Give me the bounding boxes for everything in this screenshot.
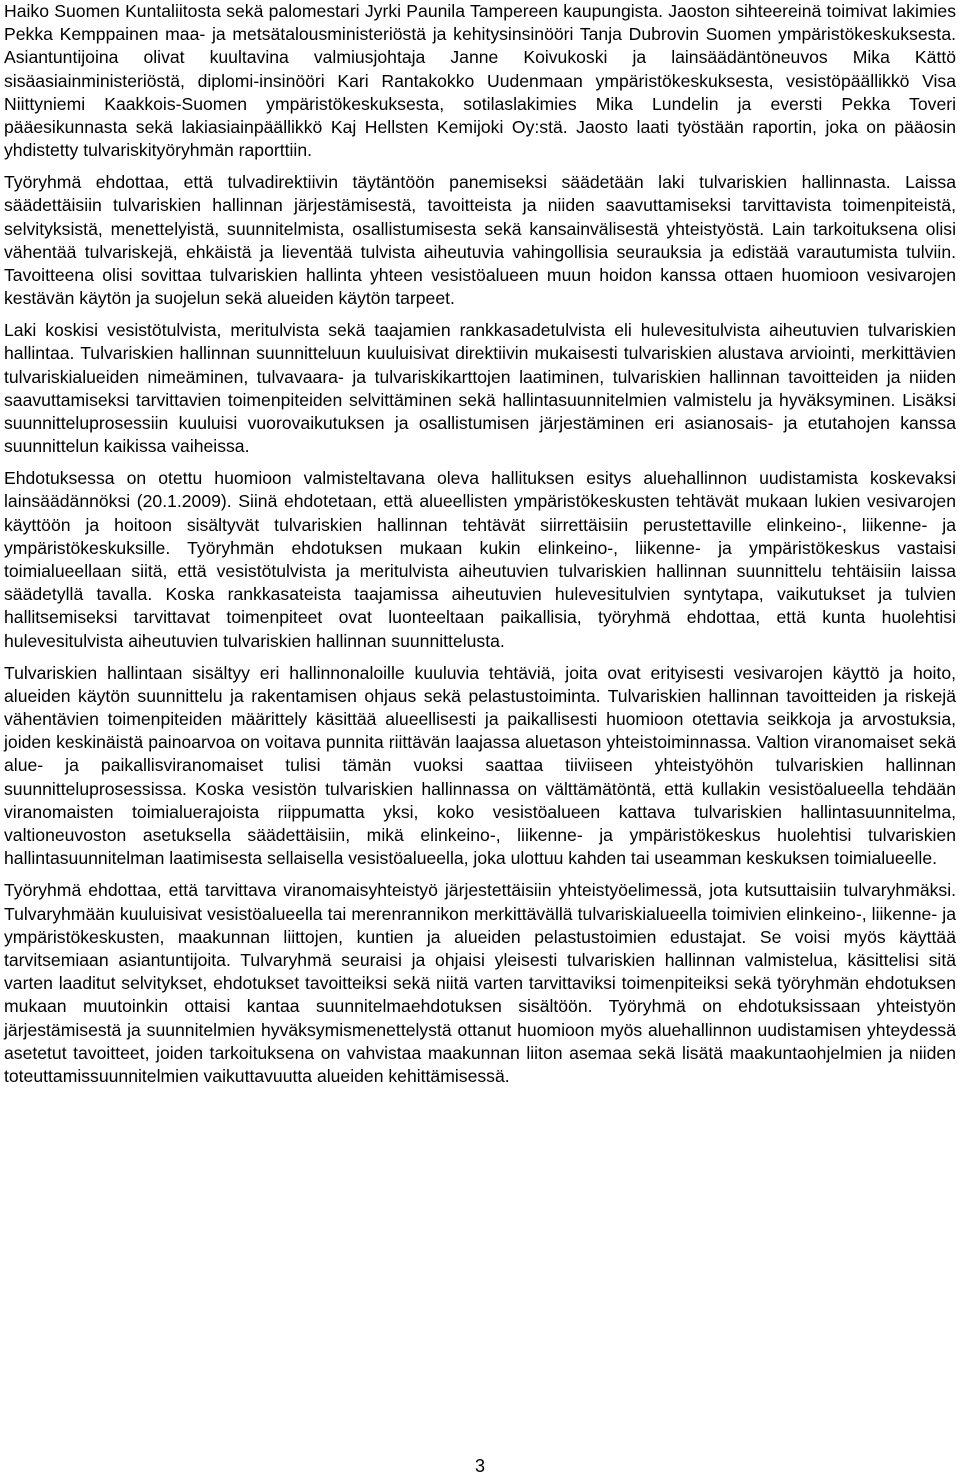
paragraph-lain-soveltamisala: Laki koskisi vesistötulvista, meritulvista sekä taajamien rankkasadetulvista eli hulevesitulvista aiheutuvien tulvariskien hallintaa. Tulvariskien hallinnan suunnitteluun kuuluisivat direktiivin mukaisesti tulvariskien alustava arviointi, merkittävien tulvariskialueiden nimeäminen, tulvavaara- ja tulvariskikarttojen laatiminen, tulvariskien hallinnan tavoitteiden ja niiden saavuttamiseksi tarvittavien toimenpiteiden selvittäminen sekä hallintasuunnitelmien valmistelu ja hyväksyminen. Lisäksi suunnitteluprosessiin kuuluisi vuorovaikutuksen ja osallistumisen järjestäminen eri asianosais- ja etutahojen kanssa suunnittelun kaikissa vaiheissa.	[4, 320, 956, 457]
paragraph-tulvaryhma: Työryhmä ehdottaa, että tarvittava viranomaisyhteistyö järjestettäisiin yhteistyöelimessä, jota kutsuttaisiin tulvaryhmäksi. Tulvaryhmään kuuluisivat vesistöalueella tai merenrannikon merkittävällä tulvariskialueella toimivien elinkeino-, liikenne- ja ympäristökeskusten, maakunnan liittojen, kuntien ja alueiden pelastustoimien edustajat. Se voisi myös käyttää tarvitsemiaan asiantuntijoita. Tulvaryhmä seuraisi ja ohjaisi yleisesti tulvariskien hallinnan valmistelua, käsittelisi sitä varten laaditut selvitykset, ehdotukset tavoitteiksi sekä niitä varten tarvittaviksi toimenpiteiksi sekä työryhmän ehdotuksen mukaan muutoinkin ottaisi kantaa suunnitelmaehdotuksen sisältöön. Työryhmä on ehdotuksissaan yhteistyön järjestämisestä ja suunnitelmien hyväksymismenettelystä ottanut huomioon myös aluehallinnon uudistamisen yhteydessä asetetut tavoitteet, joiden tarkoituksena on vahvistaa maakunnan liiton asemaa sekä lisätä maakuntaohjelmien ja niiden toteuttamissuunnitelmien vaikuttavuutta alueiden kehittämisessä.	[4, 880, 956, 1086]
paragraph-jaosto: Haiko Suomen Kuntaliitosta sekä palomestari Jyrki Paunila Tampereen kaupungista. Jaoston sihteereinä toimivat lakimies Pekka Kemppainen maa- ja metsätalousministeriöstä ja kehitysinsinööri Tanja Dubrovin Suomen ympäristökeskuksesta. Asiantuntijoina olivat kuultavina valmiusjohtaja Janne Koivukoski ja lainsäädäntöneuvos Mika Kättö sisäasiainministeriöstä, diplomi-insinööri Kari Rantakokko Uudenmaan ympäristökeskuksesta, vesistöpäällikkö Visa Niittyniemi Kaakkois-Suomen ympäristökeskuksesta, sotilaslakimies Mika Lundelin ja eversti Pekka Toveri pääesikunnasta sekä lakiasiainpäällikkö Kaj Hellsten Kemijoki Oy:stä. Jaosto laati työstään raportin, joka on pääosin yhdistetty tulvariskityöryhmän raporttiin.	[4, 1, 956, 161]
paragraph-viranomaisyhteistyo: Tulvariskien hallintaan sisältyy eri hallinnonaloille kuuluvia tehtäviä, joita ovat erityisesti vesivarojen käyttö ja hoito, alueiden käytön suunnittelu ja rakentamisen ohjaus sekä pelastustoiminta. Tulvariskien hallinnan tavoitteiden ja riskejä vähentävien toimenpiteiden määrittely käsittää alueellisesti ja paikallisesti huomioon otettavia seikkoja ja arvostuksia, joiden keskinäistä painoarvoa on voitava punnita riittävän laajassa aluetason yhteistoiminnassa. Valtion viranomaiset sekä alue- ja paikallisviranomaiset tulisi tämän vuoksi saattaa tiiviiseen yhteistyöhön tulvariskien hallinnan suunnitteluprosessissa. Koska vesistön tulvariskien hallinnassa on välttämätöntä, että kullakin vesistöalueella tehdään viranomaisten toimialuerajoista riippumatta yksi, koko vesistöalueen kattava tulvariskien hallintasuunnitelma, valtioneuvoston asetuksella säädettäisiin, mikä elinkeino-, liikenne- ja ympäristökeskus huolehtisi tulvariskien hallintasuunnitelman laatimisesta sellaisella vesistöalueella, joka ulottuu kahden tai useamman keskuksen toimialueelle.	[4, 662, 956, 869]
document-page	[4, 0, 956, 1088]
paragraph-tulvadirektiivi: Työryhmä ehdottaa, että tulvadirektiivin täytäntöön panemiseksi säädetään laki tulvariskien hallinnasta. Laissa säädettäisiin tulvariskien hallinnan järjestämisestä, tavoitteista ja niiden saavuttamiseksi tarvittavista toimenpiteistä, selvityksistä, menettelyistä, suunnitelmista, osallistumisesta sekä kansainvälisestä yhteistyöstä. Lain tarkoituksena olisi vähentää tulvariskejä, ehkäistä ja lieventää tulvista aiheutuvia vahingollisia seurauksia ja edistää varautumista tulviin. Tavoitteena olisi sovittaa tulvariskien hallinta yhteen vesistöalueen muun hoidon kanssa ottaen huomioon vesivarojen kestävän käytön ja suojelun sekä alueiden käytön tarpeet.	[4, 172, 956, 309]
paragraph-aluehallinto: Ehdotuksessa on otettu huomioon valmisteltavana oleva hallituksen esitys aluehallinnon uudistamista koskevaksi lainsäädännöksi (20.1.2009). Siinä ehdotetaan, että alueellisten ympäristökeskusten tehtävät mukaan lukien vesivarojen käyttöön ja hoitoon sisältyvät tulvariskien hallinnan tehtävät siirrettäisiin perustettaville elinkeino-, liikenne- ja ympäristökeskuksille. Työryhmän ehdotuksen mukaan kukin elinkeino-, liikenne- ja ympäristökeskus vastaisi toimialueellaan siitä, että vesistötulvista ja meritulvista aiheutuvien tulvariskien hallinnan suunnittelu tehtäisiin laissa säädetyllä tavalla. Koska rankkasateista taajamissa aiheutuvien hulevesitulvien syntytapa, vaikutukset ja tulvien hallitsemiseksi tarvittavat toimenpiteet ovat luonteeltaan paikallisia, työryhmä ehdottaa, että kunta huolehtisi hulevesitulvista aiheutuvien tulvariskien hallinnan suunnittelusta.	[4, 468, 956, 651]
page-number: 3	[474, 1456, 485, 1476]
